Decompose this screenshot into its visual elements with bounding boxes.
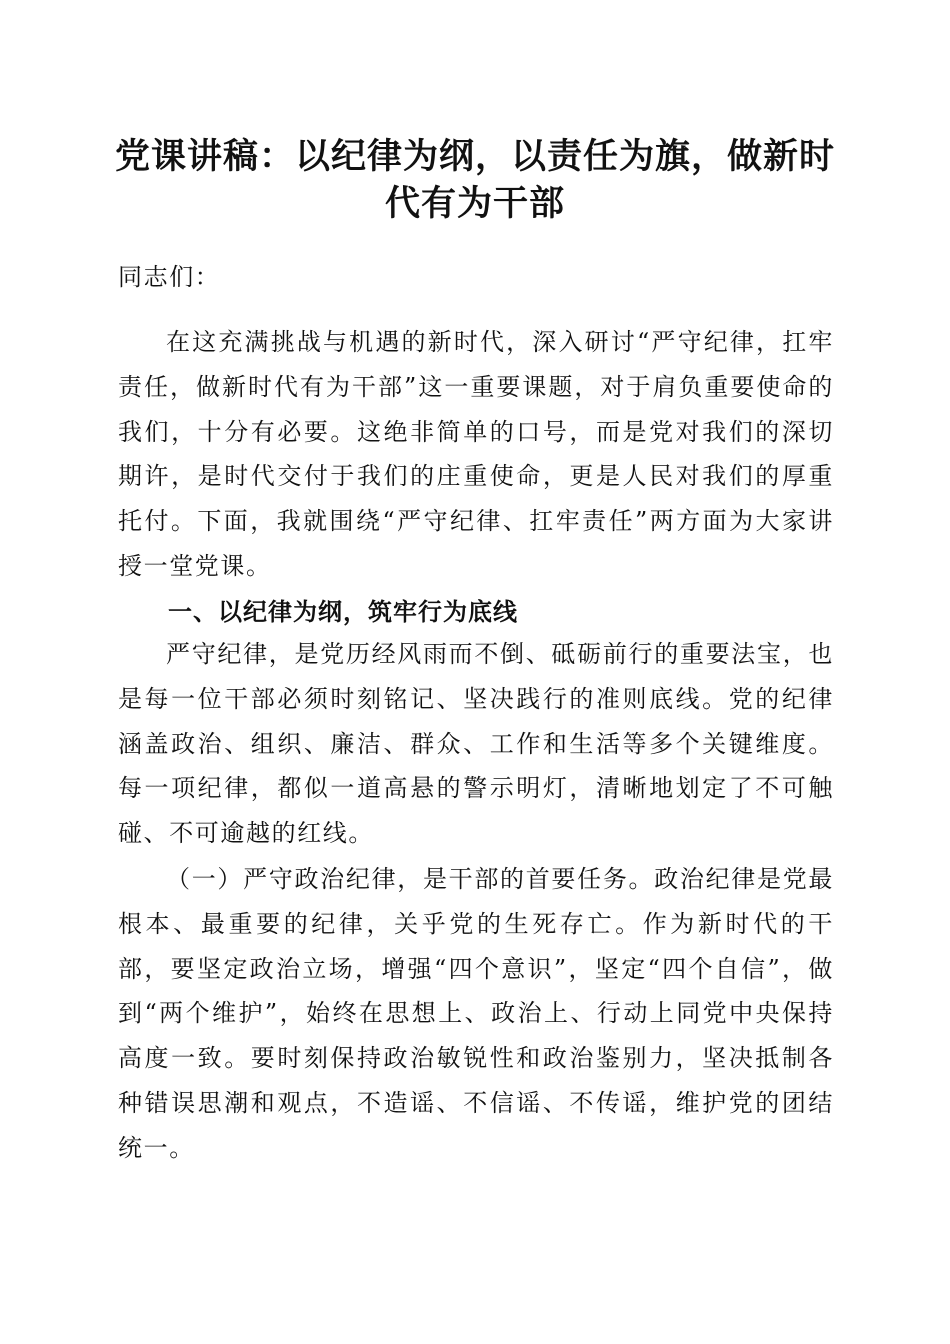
political-discipline-paragraph: （一）严守政治纪律，是干部的首要任务。政治纪律是党最根本、最重要的纪律，关乎党的生死存亡。作为新时代的干部，要坚定政治立场，增强“四个意识”，坚定“四个自信”，做到“两个维护”，始终在思想上、政治上、行动上同党中央保持高度一致。要时刻保持政治敏锐性和政治鉴别力，坚决抵制各种错误思潮和观点，不造谣、不信谣、不传谣，维护党的团结统一。 bbox=[118, 865, 834, 1162]
intro-paragraph: 在这充满挑战与机遇的新时代，深入研讨“严守纪律，扛牢责任，做新时代有为干部”这一重要课题，对于肩负重要使命的我们，十分有必要。这绝非简单的口号，而是党对我们的深切期许，是时代交付于我们的庄重使命，更是人民对我们的厚重托付。下面，我就围绕“严守纪律、扛牢责任”两方面为大家讲授一堂党课。 bbox=[118, 328, 834, 580]
document-title bbox=[110, 133, 840, 227]
section-heading-1: 一、以纪律为纲，筑牢行为底线 bbox=[168, 598, 518, 626]
salutation: 同志们： bbox=[118, 263, 221, 291]
title-line-2: 代有为干部 bbox=[384, 183, 565, 224]
title-line-1: 党课讲稿：以纪律为纲，以责任为旗，做新时 bbox=[114, 136, 835, 177]
section1-paragraph: 严守纪律，是党历经风雨而不倒、砥砺前行的重要法宝，也是每一位干部必须时刻铭记、坚决践行的准则底线。党的纪律涵盖政治、组织、廉洁、群众、工作和生活等多个关键维度。每一项纪律，都似一道高悬的警示明灯，清晰地划定了不可触碰、不可逾越的红线。 bbox=[118, 640, 834, 848]
